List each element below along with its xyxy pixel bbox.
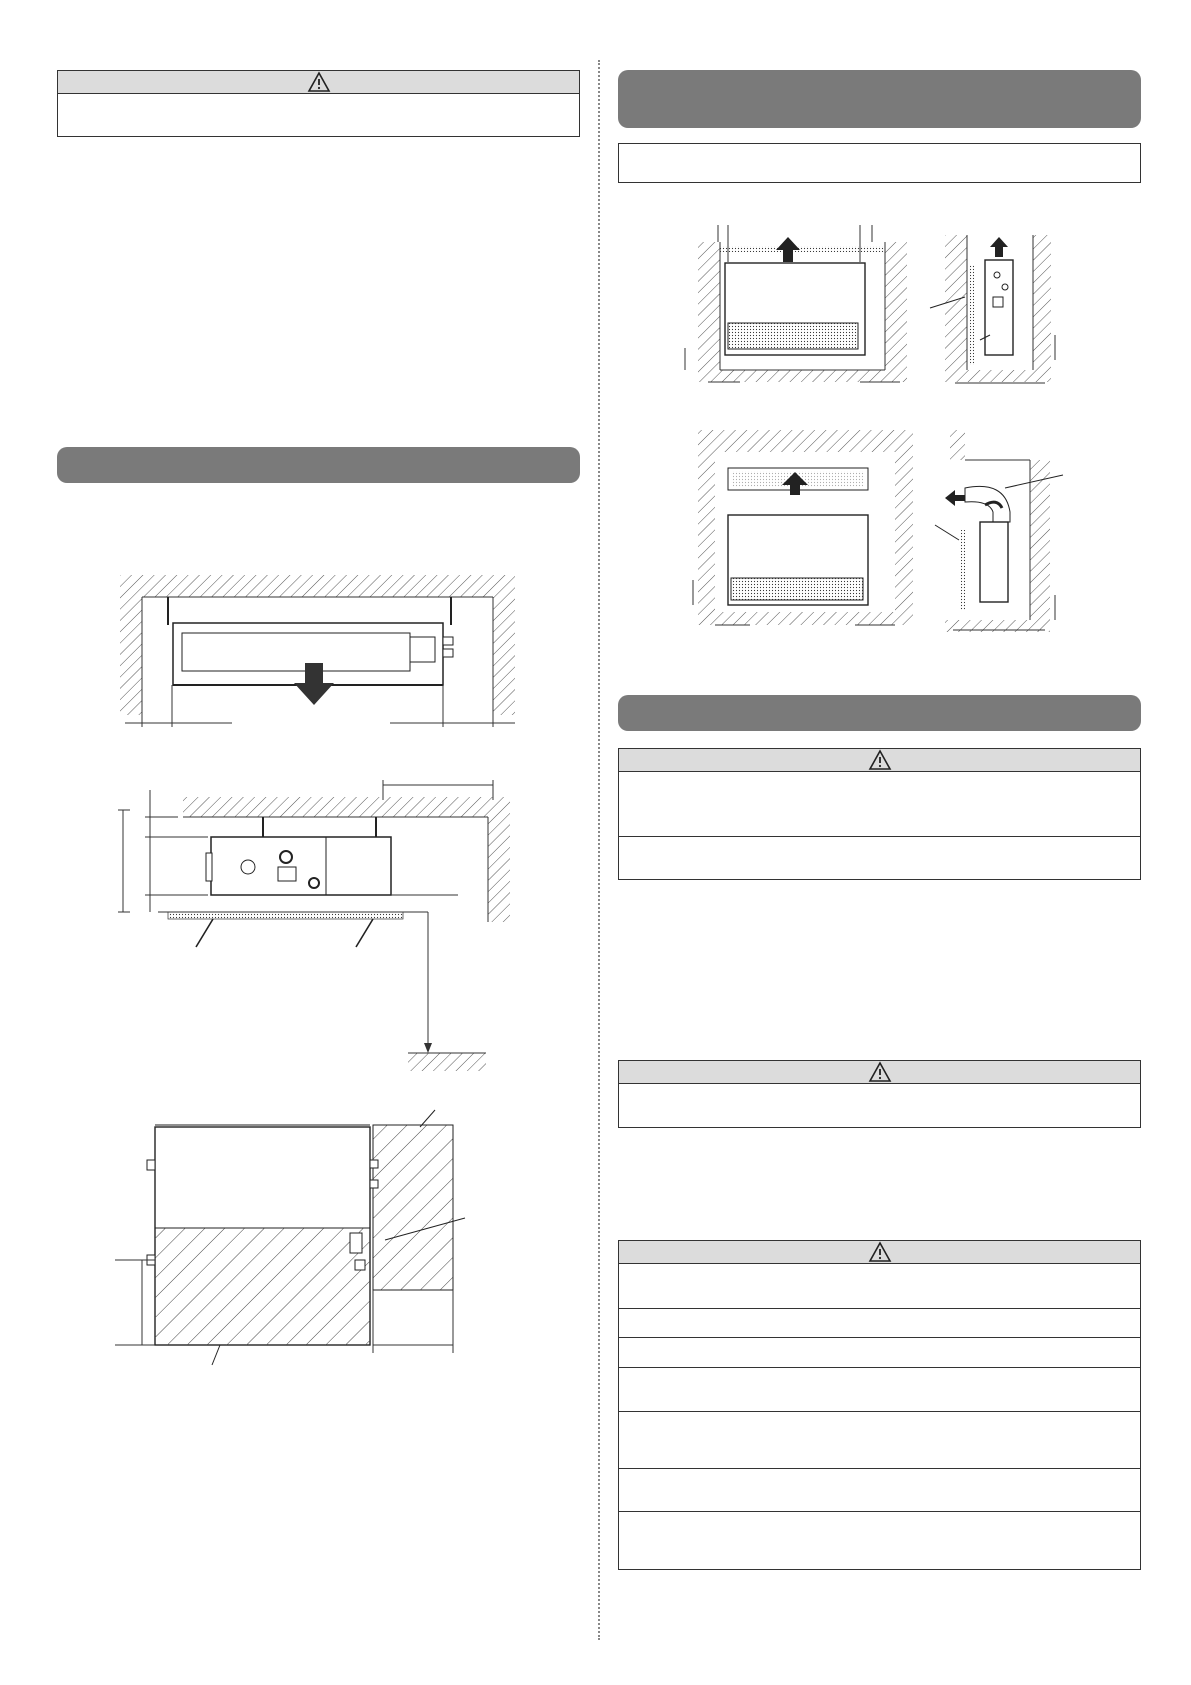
caution-row <box>619 1308 1140 1337</box>
diagram-bottom-view-service-space <box>110 1105 490 1375</box>
caution-box-top-left <box>57 70 580 137</box>
diagram-ceiling-front-view <box>120 575 520 735</box>
caution-row <box>619 772 1140 836</box>
warning-triangle-icon <box>869 1242 891 1262</box>
caution-header <box>58 71 579 94</box>
caution-row <box>619 1468 1140 1511</box>
caution-row <box>619 1411 1140 1468</box>
caution-row <box>619 1264 1140 1308</box>
caution-row <box>619 1367 1140 1411</box>
caution-header <box>619 1061 1140 1084</box>
caution-box-mounting-3 <box>618 1240 1141 1570</box>
caution-row <box>619 1511 1140 1566</box>
section-bar-mounting <box>618 695 1141 731</box>
warning-triangle-icon <box>308 72 330 92</box>
section-bar-installation-direction <box>618 70 1141 128</box>
note-box <box>618 143 1141 183</box>
diagram-vertical-install-side-2 <box>945 430 1070 635</box>
diagram-vertical-install-front-1 <box>680 220 920 385</box>
caution-row <box>619 836 1140 880</box>
diagram-vertical-install-front-2 <box>690 430 930 635</box>
column-divider <box>598 60 600 1640</box>
caution-header <box>619 749 1140 772</box>
warning-triangle-icon <box>869 750 891 770</box>
diagram-vertical-install-side-1 <box>945 235 1070 385</box>
caution-row <box>619 1337 1140 1367</box>
caution-header <box>619 1241 1140 1264</box>
caution-box-mounting-2 <box>618 1060 1141 1128</box>
caution-box-mounting-1 <box>618 748 1141 880</box>
warning-triangle-icon <box>869 1062 891 1082</box>
diagram-side-view-clearance <box>118 775 528 1075</box>
section-bar-installation-space <box>57 447 580 483</box>
